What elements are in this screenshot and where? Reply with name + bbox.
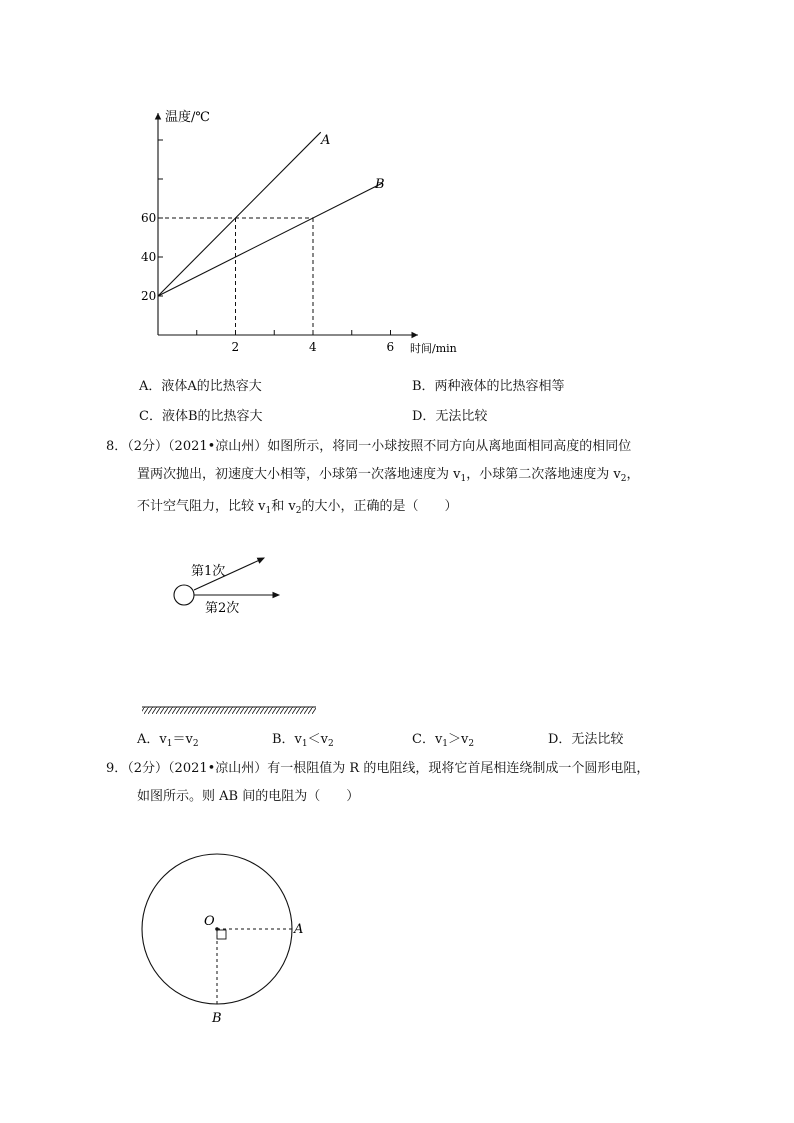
y-tick-label: 20 [141, 289, 157, 303]
q9-number: 9． [106, 761, 128, 776]
q8-line-3b: 和 v [271, 499, 296, 514]
question-9 [106, 755, 678, 811]
q8-line-3a: 不计空气阻力，比较 v [137, 499, 266, 514]
ball [174, 585, 194, 605]
series-line-b [158, 183, 383, 296]
throw-2-label: 第2次 [205, 601, 240, 616]
label-a: A [294, 922, 304, 937]
q8-sub: 1 [301, 739, 308, 749]
label-o: O [204, 914, 215, 929]
q8-sub: 1 [265, 506, 272, 516]
right-angle-mark [217, 930, 226, 939]
q8-option-c-rel: ＞v [448, 732, 469, 747]
series-label-b: B [375, 177, 385, 192]
q8-option-d[interactable]: D．无法比较 [548, 732, 624, 747]
throw-1-label: 第1次 [191, 564, 226, 579]
x-tick-label: 2 [231, 340, 240, 354]
q7-option-d[interactable]: D．无法比较 [412, 409, 488, 424]
x-tick-label: 4 [309, 340, 317, 354]
q8-line-2c: ， [626, 467, 640, 482]
series-line-a [158, 132, 321, 296]
y-axis-label: 温度/℃ [165, 110, 210, 125]
q8-sub: 1 [442, 739, 449, 749]
temperature-time-chart [0, 0, 794, 370]
ground-hatch [142, 707, 316, 714]
q8-option-c[interactable] [412, 728, 474, 749]
label-b: B [212, 1011, 222, 1026]
q8-line-3c: 的大小，正确的是（ ） [301, 499, 458, 514]
q8-line-2b: ，小球第二次落地速度为 v [466, 467, 621, 482]
y-tick-label: 40 [141, 250, 157, 264]
q9-line-1: （2分）（2021•凉山州）有一根阻值为 R 的电阻线，现将它首尾相连绕制成一个圆形电阻， [127, 761, 650, 776]
q8-sub: 2 [192, 739, 199, 749]
q8-option-b-text: B．v [272, 732, 302, 747]
q8-line-1: （2分）（2021•凉山州）如图所示，将同一小球按照不同方向从离地面相同高度的相同位 [127, 439, 632, 454]
q7-option-a[interactable]: A．液体A的比热容大 [139, 379, 262, 394]
q8-sub: 1 [166, 739, 173, 749]
q8-option-c-text: C．v [412, 732, 443, 747]
x-tick-label: 6 [386, 340, 395, 354]
q7-option-b[interactable]: B．两种液体的比热容相等 [412, 379, 565, 394]
q8-option-a[interactable] [137, 728, 199, 749]
q8-option-b[interactable] [272, 728, 334, 749]
q8-ball-figure [0, 540, 794, 725]
x-axis-label: 时间/min [410, 342, 457, 355]
q8-sub: 2 [620, 474, 627, 484]
question-8 [106, 433, 678, 525]
q8-sub: 2 [295, 506, 302, 516]
y-tick-label: 60 [141, 211, 157, 225]
q7-option-c[interactable]: C．液体B的比热容大 [139, 409, 263, 424]
q8-sub: 1 [460, 474, 467, 484]
q9-line-2: 如图所示。则 AB 间的电阻为（ ） [137, 789, 360, 804]
q8-line-2a: 置两次抛出，初速度大小相等，小球第一次落地速度为 v [137, 467, 461, 482]
series-label-a: A [321, 133, 331, 148]
q8-option-a-text: A．v [137, 732, 167, 747]
q8-sub: 2 [468, 739, 475, 749]
q9-circle-figure [0, 840, 794, 1030]
q8-number: 8． [106, 439, 128, 454]
q8-option-b-rel: ＜v [307, 732, 328, 747]
q8-option-a-rel: ＝v [172, 732, 193, 747]
q8-sub: 2 [328, 739, 334, 749]
